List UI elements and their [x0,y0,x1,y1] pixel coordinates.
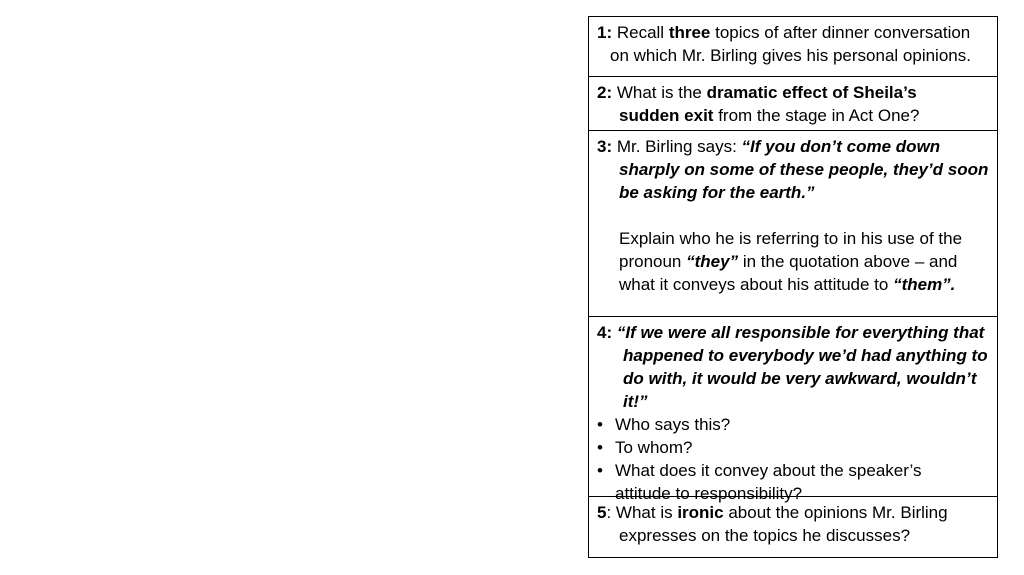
question-1-bold: three [668,23,711,42]
question-3-text: Mr. Birling says: [612,137,742,156]
question-4-quote-line-2: happened to everybody we’d had anything to [623,346,988,365]
question-4-bullet-2 [597,436,989,459]
question-4-bullet-3 [597,459,989,482]
questions-table [588,16,998,558]
question-5-text-end: about the opinions Mr. Birling [723,503,948,522]
question-4-bullet-3-cont: attitude to responsibility? [615,484,803,503]
question-4-line-1 [597,321,989,344]
bullet-icon: • [597,438,603,457]
question-3-number: 3: [597,137,613,156]
question-4-number: 4: [597,323,613,342]
question-4-bullet-1 [597,413,989,436]
question-3-explain-bold: “they” [686,252,739,271]
bullet-icon: • [597,415,603,434]
bullet-text: To whom? [615,438,693,457]
question-1-number: 1: [597,23,613,42]
question-2-text-end: from the stage in Act One? [713,106,920,125]
question-3-explain-text: pronoun [619,252,687,271]
spacer [597,204,989,227]
question-5-line-2: expresses on the topics he discusses? [619,526,911,545]
question-3 [589,130,997,316]
question-3-explain-line-1: Explain who he is referring to in his use of the [619,229,963,248]
question-5-text: : What is [606,503,678,522]
bullet-text: Who says this? [615,415,731,434]
question-3-quote-line-3: be asking for the earth.” [619,183,815,202]
bullet-text: What does it convey about the speaker’s [615,461,922,480]
question-1-text: Recall [612,23,669,42]
question-2-text: What is the [612,83,707,102]
question-5 [589,496,997,558]
question-3-explain-text-3: what it conveys about his attitude to [619,275,894,294]
question-4-quote-line-3: do with, it would be very awkward, wouldn’t [623,369,977,388]
question-3-quote: “If you don’t come down [741,137,941,156]
question-4-quote-line-4: it!” [623,392,648,411]
question-5-number: 5 [597,503,607,522]
question-5-bold: ironic [677,503,724,522]
question-1-line-1 [597,21,989,44]
question-3-explain-text-end: in the quotation above – and [738,252,958,271]
question-3-explain-bold-3: “them”. [893,275,956,294]
question-1 [589,17,997,76]
question-2-line-1 [597,81,989,104]
question-3-explain-line-3 [597,273,989,296]
question-3-quote-line-2: sharply on some of these people, they’d soon [619,160,989,179]
question-4 [589,316,997,503]
question-1-line-2: on which Mr. Birling gives his personal opinions. [610,46,971,65]
question-3-explain-line-2 [597,250,989,273]
question-2-bold-2: sudden exit [619,106,714,125]
question-2-number: 2: [597,83,613,102]
question-1-text-end: topics of after dinner conversation [710,23,971,42]
question-5-line-1 [597,501,989,524]
question-2-line-2 [597,104,989,127]
question-2-bold: dramatic effect of Sheila’s [706,83,917,102]
bullet-icon: • [597,461,603,480]
question-4-quote: “If we were all responsible for everything that [612,323,985,342]
question-2 [589,76,997,130]
question-3-line-1 [597,135,989,158]
